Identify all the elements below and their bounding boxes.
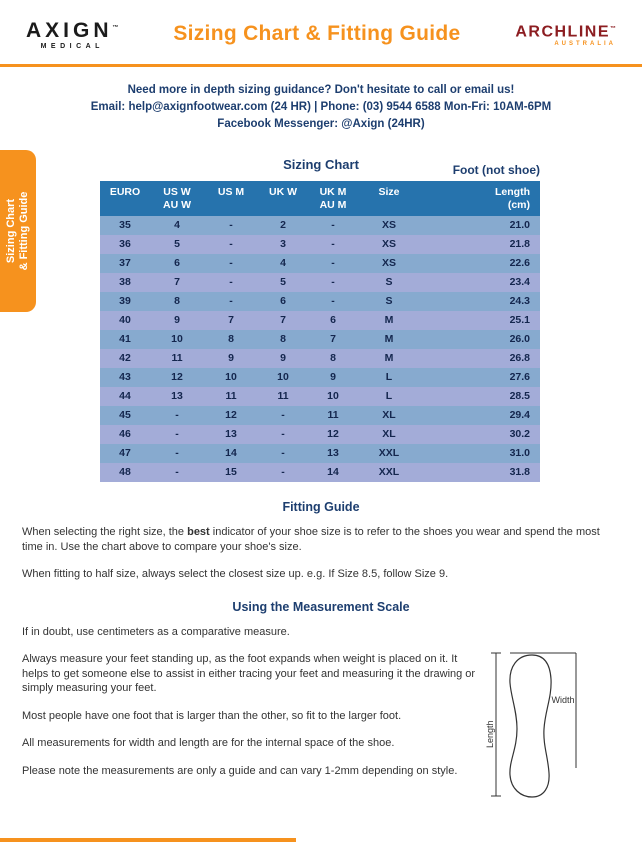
foot-outline	[510, 655, 551, 797]
table-cell: -	[204, 235, 258, 254]
measurement-paragraph-2: Always measure your feet standing up, as the foot expands when weight is placed on it. It helps to get someone else to assist in either tracing your feet and measuring it the drawing or simply measuring your feet.	[22, 653, 476, 694]
table-cell: 31.8	[420, 463, 540, 482]
table-cell: 8	[150, 292, 204, 311]
table-cell: 35	[100, 216, 150, 235]
table-cell: -	[150, 406, 204, 425]
table-cell: 42	[100, 349, 150, 368]
table-cell: -	[150, 463, 204, 482]
table-cell: 15	[204, 463, 258, 482]
table-cell: L	[358, 368, 420, 387]
table-cell: 26.8	[420, 349, 540, 368]
table-row	[100, 463, 540, 482]
table-cell: 4	[150, 216, 204, 235]
table-cell: 37	[100, 254, 150, 273]
table-row	[100, 216, 540, 235]
table-cell: XL	[358, 425, 420, 444]
table-cell: 10	[204, 368, 258, 387]
table-cell: S	[358, 273, 420, 292]
table-cell: 36	[100, 235, 150, 254]
table-row	[100, 292, 540, 311]
table-cell: 8	[258, 330, 308, 349]
table-row	[100, 368, 540, 387]
table-cell: -	[258, 406, 308, 425]
table-cell: -	[204, 292, 258, 311]
measurement-title: Using the Measurement Scale	[232, 599, 410, 614]
table-cell: M	[358, 330, 420, 349]
sizing-chart-title: Sizing Chart	[283, 157, 359, 172]
table-cell: 9	[308, 368, 358, 387]
header	[0, 0, 642, 64]
sizing-chart-title-row	[0, 157, 642, 177]
table-cell: 6	[308, 311, 358, 330]
table-cell: -	[150, 425, 204, 444]
contact-line-guidance: Need more in depth sizing guidance? Don't hesitate to call or email us!	[127, 84, 515, 96]
table-cell: 28.5	[420, 387, 540, 406]
table-cell: XS	[358, 216, 420, 235]
trademark-symbol: ™	[610, 25, 616, 32]
table-cell: M	[358, 349, 420, 368]
table-cell: 22.6	[420, 254, 540, 273]
table-cell: 9	[258, 349, 308, 368]
table-cell: -	[308, 254, 358, 273]
fitting-guide-section	[0, 500, 642, 582]
table-cell: 44	[100, 387, 150, 406]
column-header: US M	[204, 181, 258, 216]
table-row	[100, 330, 540, 349]
table-cell: 26.0	[420, 330, 540, 349]
axign-logo-subtitle: MEDICAL	[40, 43, 104, 50]
table-cell: 13	[204, 425, 258, 444]
table-cell: -	[204, 254, 258, 273]
table-cell: 40	[100, 311, 150, 330]
header-divider	[0, 64, 642, 67]
length-label: Length	[486, 720, 495, 748]
column-header: UK W	[258, 181, 308, 216]
table-cell: XXL	[358, 444, 420, 463]
table-cell: -	[308, 216, 358, 235]
axign-logo	[26, 18, 119, 50]
sizing-chart-section	[0, 157, 642, 482]
foot-not-shoe-note: Foot (not shoe)	[452, 163, 540, 177]
width-label: Width	[551, 695, 575, 705]
table-cell: -	[204, 273, 258, 292]
table-cell: 11	[258, 387, 308, 406]
table-row	[100, 425, 540, 444]
table-cell: 12	[308, 425, 358, 444]
table-cell: 9	[150, 311, 204, 330]
table-cell: 13	[150, 387, 204, 406]
table-cell: 11	[150, 349, 204, 368]
fitting-guide-paragraph-1-bold: best	[187, 526, 210, 538]
table-cell: 24.3	[420, 292, 540, 311]
table-cell: 21.8	[420, 235, 540, 254]
table-cell: 12	[150, 368, 204, 387]
contact-line-messenger: Facebook Messenger: @Axign (24HR)	[217, 118, 425, 130]
table-cell: 41	[100, 330, 150, 349]
table-cell: 30.2	[420, 425, 540, 444]
page-title: Sizing Chart & Fitting Guide	[173, 22, 461, 45]
table-cell: -	[308, 292, 358, 311]
table-cell: 10	[258, 368, 308, 387]
archline-logo	[515, 21, 616, 47]
table-cell: M	[358, 311, 420, 330]
table-cell: 43	[100, 368, 150, 387]
table-cell: 12	[204, 406, 258, 425]
table-cell: 6	[258, 292, 308, 311]
table-cell: XXL	[358, 463, 420, 482]
table-cell: 11	[204, 387, 258, 406]
column-header: Size	[358, 181, 420, 216]
table-cell: 14	[308, 463, 358, 482]
contact-block	[0, 82, 642, 133]
table-cell: 39	[100, 292, 150, 311]
table-cell: 27.6	[420, 368, 540, 387]
column-header: Length (cm)	[420, 181, 540, 216]
table-cell: -	[308, 273, 358, 292]
table-cell: 38	[100, 273, 150, 292]
table-cell: 11	[308, 406, 358, 425]
fitting-guide-paragraph-1	[22, 525, 620, 554]
fitting-guide-paragraph-1-text: indicator of your shoe size is to refer to the shoes you wear and spend the most time in. Use the chart above to compare your shoe's size.	[22, 526, 600, 553]
table-cell: 29.4	[420, 406, 540, 425]
table-cell: 21.0	[420, 216, 540, 235]
foot-diagram-svg	[486, 648, 634, 800]
column-header: UK M AU M	[308, 181, 358, 216]
side-tab-label-line2: & Fitting Guide	[18, 191, 30, 271]
column-header: EURO	[100, 181, 150, 216]
table-cell: 31.0	[420, 444, 540, 463]
table-cell: L	[358, 387, 420, 406]
table-cell: 46	[100, 425, 150, 444]
fitting-guide-title: Fitting Guide	[282, 500, 360, 514]
table-cell: 45	[100, 406, 150, 425]
table-cell: 7	[204, 311, 258, 330]
table-cell: XS	[358, 254, 420, 273]
table-cell: 23.4	[420, 273, 540, 292]
table-cell: -	[204, 216, 258, 235]
table-cell: XS	[358, 235, 420, 254]
trademark-symbol: ™	[112, 25, 119, 31]
table-cell: 5	[150, 235, 204, 254]
table-cell: 7	[150, 273, 204, 292]
table-row	[100, 444, 540, 463]
table-row	[100, 349, 540, 368]
table-row	[100, 235, 540, 254]
sizing-table-header-row	[100, 181, 540, 216]
table-cell: 5	[258, 273, 308, 292]
table-cell: 10	[308, 387, 358, 406]
table-cell: 48	[100, 463, 150, 482]
archline-logo-name: ARCHLINE™	[515, 23, 616, 41]
measurement-paragraph-1: If in doubt, use centimeters as a comparative measure.	[22, 625, 290, 638]
table-cell: XL	[358, 406, 420, 425]
table-cell: 4	[258, 254, 308, 273]
column-header: US W AU W	[150, 181, 204, 216]
table-row	[100, 273, 540, 292]
table-row	[100, 311, 540, 330]
table-cell: -	[258, 425, 308, 444]
table-cell: 25.1	[420, 311, 540, 330]
table-cell: 3	[258, 235, 308, 254]
sizing-table-body	[100, 216, 540, 482]
table-row	[100, 254, 540, 273]
fitting-guide-paragraph-1-text: When selecting the right size, the	[22, 526, 188, 538]
table-cell: 8	[308, 349, 358, 368]
table-cell: -	[150, 444, 204, 463]
contact-line-email-phone: Email: help@axignfootwear.com (24 HR) | Phone: (03) 9544 6588 Mon-Fri: 10AM-6PM	[90, 101, 552, 113]
table-cell: 2	[258, 216, 308, 235]
table-row	[100, 406, 540, 425]
axign-logo-name: AXIGN™	[26, 19, 119, 42]
table-cell: 9	[204, 349, 258, 368]
table-row	[100, 387, 540, 406]
table-cell: 6	[150, 254, 204, 273]
measurement-paragraph-4: All measurements for width and length are for the internal space of the shoe.	[22, 737, 395, 749]
foot-measurement-diagram	[486, 648, 634, 800]
table-cell: -	[258, 463, 308, 482]
measurement-paragraph-5: Please note the measurements are only a guide and can vary 1-2mm depending on style.	[22, 764, 458, 777]
table-cell: 13	[308, 444, 358, 463]
footer-accent-bar	[0, 838, 296, 842]
table-cell: -	[258, 444, 308, 463]
table-cell: 7	[258, 311, 308, 330]
archline-logo-subtitle: AUSTRALIA	[554, 41, 616, 48]
measurement-paragraph-3: Most people have one foot that is larger than the other, so fit to the larger foot.	[22, 709, 402, 722]
side-tab-label-line1: Sizing Chart	[5, 198, 17, 264]
table-cell: 8	[204, 330, 258, 349]
table-cell: 14	[204, 444, 258, 463]
fitting-guide-paragraph-2: When fitting to half size, always select the closest size up. e.g. If Size 8.5, follow Size 9.	[22, 568, 449, 580]
table-cell: S	[358, 292, 420, 311]
table-cell: -	[308, 235, 358, 254]
table-cell: 47	[100, 444, 150, 463]
sizing-table	[100, 181, 540, 482]
table-cell: 7	[308, 330, 358, 349]
table-cell: 10	[150, 330, 204, 349]
